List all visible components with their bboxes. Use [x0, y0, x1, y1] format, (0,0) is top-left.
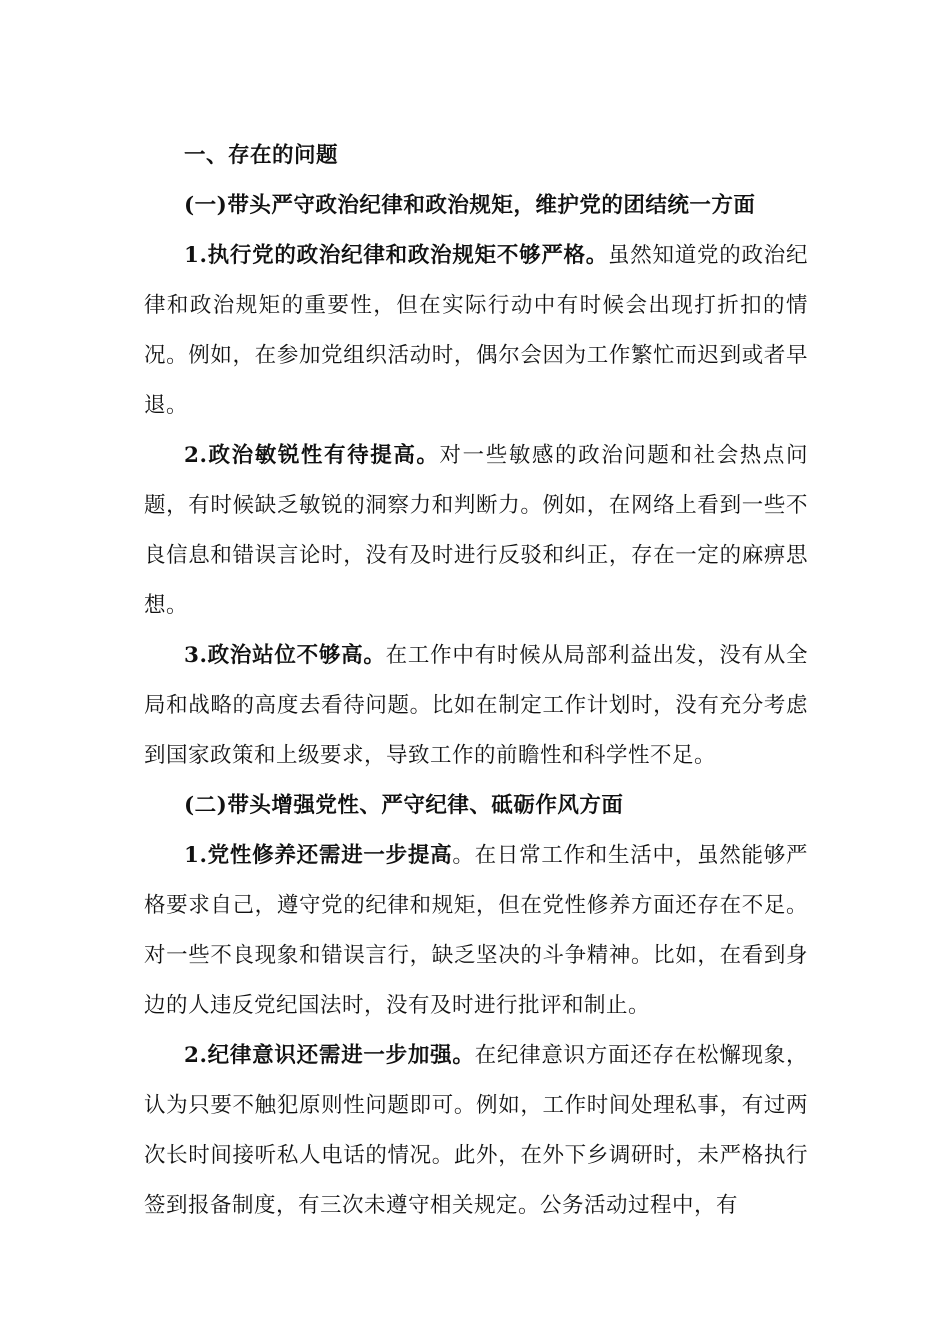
paragraph	[144, 831, 808, 1031]
paragraph-lead: 2.政治敏锐性有待提高。	[184, 443, 440, 468]
subsection-1-title: (一)带头严守政治纪律和政治规矩，维护党的团结统一方面	[184, 193, 756, 218]
document-body	[144, 131, 808, 1231]
paragraph	[144, 631, 808, 781]
paragraph-lead: 1.党性修养还需进一步提高	[184, 843, 453, 868]
paragraph	[144, 1031, 808, 1231]
paragraph-body: 对一些敏感的政治问题和社会热点问题，有时候缺乏敏锐的洞察力和判断力。例如，在网络上看到一些不良信息和错误言论时，没有及时进行反驳和纠正，存在一定的麻痹思想。	[144, 443, 808, 618]
paragraph-lead: 2.纪律意识还需进一步加强。	[184, 1043, 475, 1068]
paragraph-body: 。在日常工作和生活中，虽然能够严格要求自己，遵守党的纪律和规矩，但在党性修养方面还存在不足。对一些不良现象和错误言行，缺乏坚决的斗争精神。比如，在看到身边的人违反党纪国法时，没有及时进行批评和制止。	[144, 843, 808, 1018]
paragraph-lead: 1.执行党的政治纪律和政治规矩不够严格。	[184, 243, 609, 268]
section-title: 一、存在的问题	[184, 143, 339, 168]
paragraph-body: 在纪律意识方面还存在松懈现象，认为只要不触犯原则性问题即可。例如，工作时间处理私事，有过两次长时间接听私人电话的情况。此外，在外下乡调研时，未严格执行签到报备制度，有三次未遵守相关规定。公务活动过程中，有	[144, 1043, 808, 1218]
subsection-2-title: (二)带头增强党性、严守纪律、砥砺作风方面	[184, 793, 624, 818]
paragraph-lead: 3.政治站位不够高。	[184, 643, 386, 668]
paragraph	[144, 231, 808, 431]
paragraph	[144, 431, 808, 631]
paragraph-body: 在工作中有时候从局部利益出发，没有从全局和战略的高度去看待问题。比如在制定工作计划时，没有充分考虑到国家政策和上级要求，导致工作的前瞻性和科学性不足。	[144, 643, 808, 768]
paragraph-body: 虽然知道党的政治纪律和政治规矩的重要性，但在实际行动中有时候会出现打折扣的情况。例如，在参加党组织活动时，偶尔会因为工作繁忙而迟到或者早退。	[144, 243, 808, 418]
